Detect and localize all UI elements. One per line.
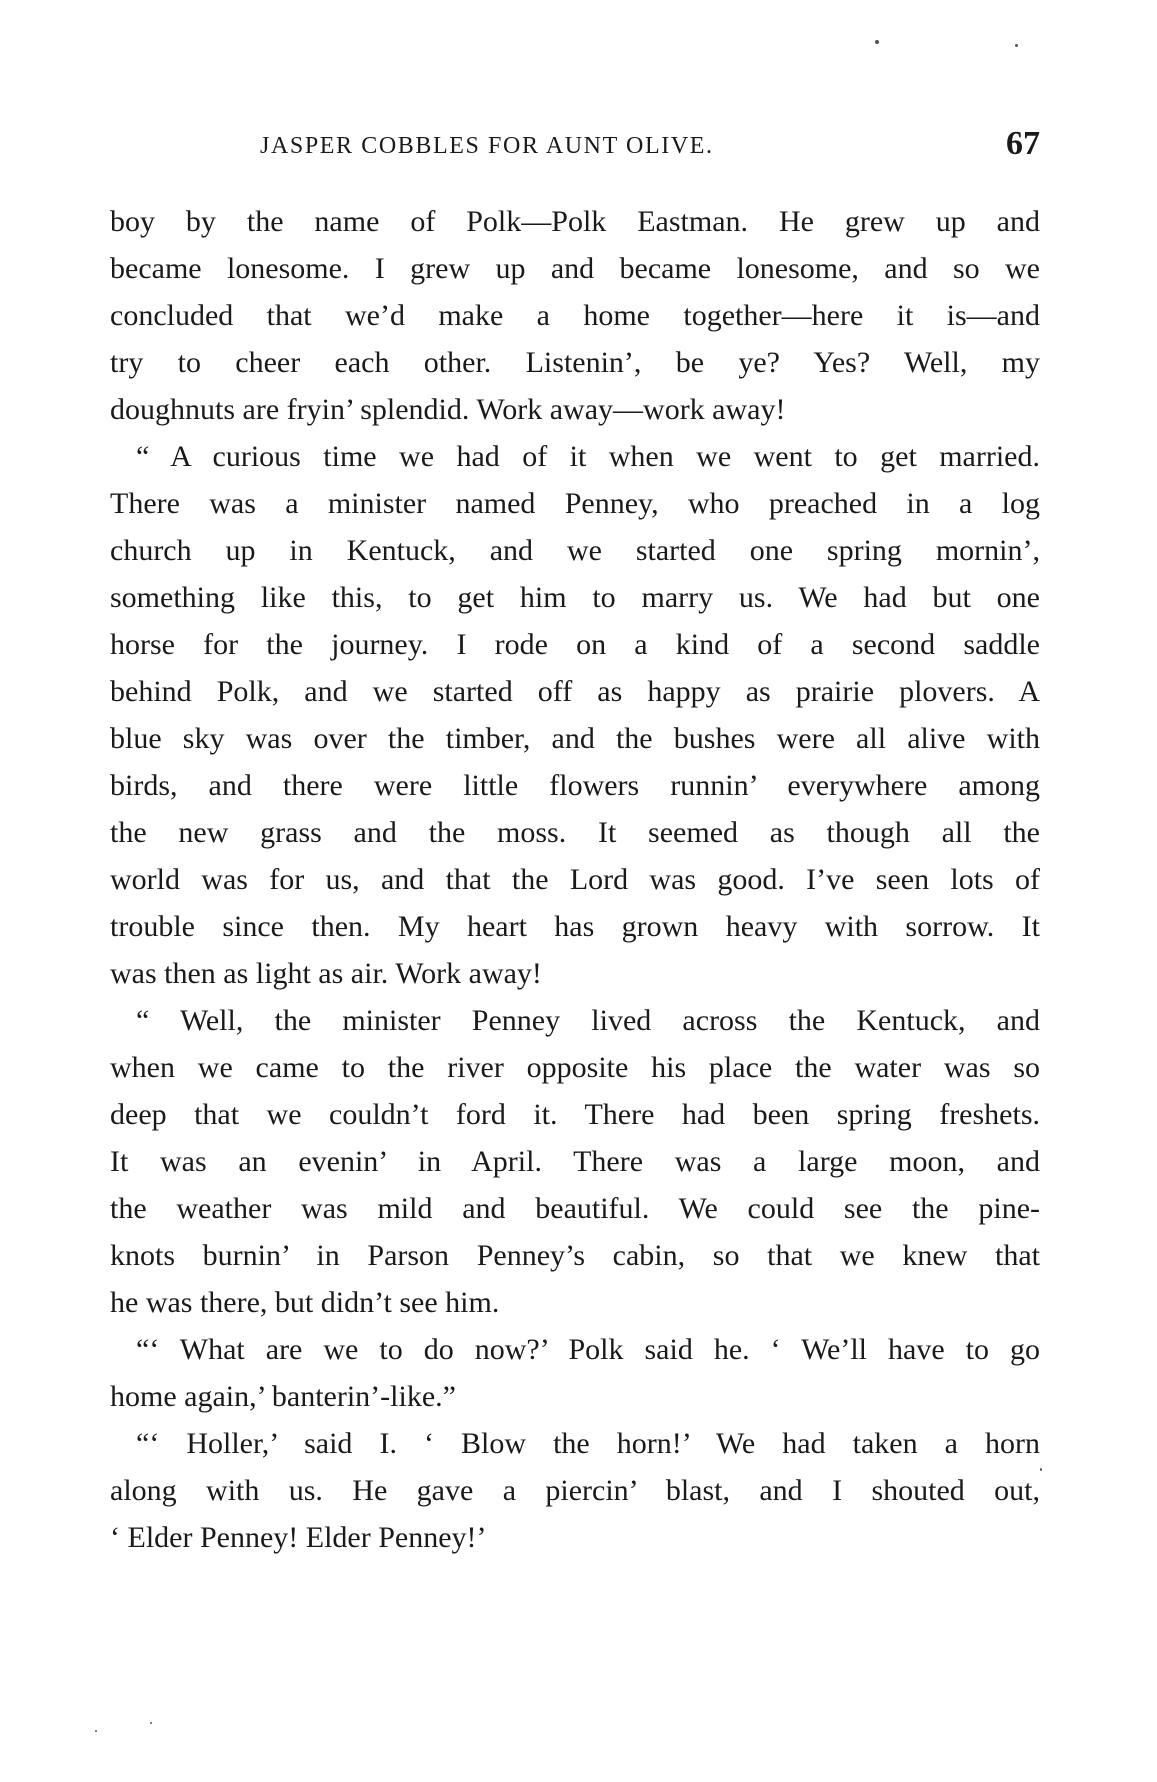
text-line: along with us. He gave a piercin’ blast, and I shouted out, [110, 1474, 1040, 1507]
paragraph [110, 1326, 1040, 1420]
text-line: “ A curious time we had of it when we went to get married. [136, 440, 1040, 473]
text-line: “‘ Holler,’ said I. ‘ Blow the horn!’ We had taken a horn [136, 1427, 1040, 1460]
text-line: birds, and there were little flowers runnin’ everywhere among [110, 769, 1040, 802]
text-line: church up in Kentuck, and we started one spring mornin’, [110, 534, 1040, 567]
text-line: blue sky was over the timber, and the bushes were all alive with [110, 722, 1040, 755]
text-line: ‘ Elder Penney! Elder Penney!’ [110, 1521, 487, 1554]
text-line: knots burnin’ in Parson Penney’s cabin, so that we knew that [110, 1239, 1040, 1272]
text-line: became lonesome. I grew up and became lonesome, and so we [110, 252, 1040, 285]
text-line: the new grass and the moss. It seemed as though all the [110, 816, 1040, 849]
running-head [110, 125, 1040, 175]
text-line: try to cheer each other. Listenin’, be ye? Yes? Well, my [110, 346, 1040, 379]
paper-speck [875, 40, 879, 44]
text-line: deep that we couldn’t ford it. There had been spring freshets. [110, 1098, 1040, 1131]
text-line: It was an evenin’ in April. There was a large moon, and [110, 1145, 1040, 1178]
text-line: trouble since then. My heart has grown heavy with sorrow. It [110, 910, 1040, 943]
running-title: JASPER COBBLES FOR AUNT OLIVE. [260, 133, 714, 159]
text-line: horse for the journey. I rode on a kind of a second saddle [110, 628, 1040, 661]
text-line: “‘ What are we to do now?’ Polk said he. ‘ We’ll have to go [136, 1333, 1040, 1366]
paragraph [110, 198, 1040, 433]
text-line: the weather was mild and beautiful. We could see the pine- [110, 1192, 1040, 1225]
text-line: when we came to the river opposite his place the water was so [110, 1051, 1040, 1084]
text-line: home again,’ banterin’-like.” [110, 1380, 456, 1413]
paper-speck [95, 1730, 97, 1732]
paragraph [110, 997, 1040, 1326]
page-number: 67 [1006, 125, 1040, 162]
paragraph [110, 1420, 1040, 1561]
text-line: world was for us, and that the Lord was good. I’ve seen lots of [110, 863, 1040, 896]
body-text [110, 198, 1040, 1561]
text-line: boy by the name of Polk—Polk Eastman. He grew up and [110, 205, 1040, 238]
text-line: was then as light as air. Work away! [110, 957, 542, 990]
text-line: behind Polk, and we started off as happy as prairie plovers. A [110, 675, 1040, 708]
text-line: doughnuts are fryin’ splendid. Work away—work away! [110, 393, 786, 426]
paragraph [110, 433, 1040, 997]
paper-speck [1015, 44, 1018, 47]
text-line: There was a minister named Penney, who preached in a log [110, 487, 1040, 520]
paper-speck [1040, 1468, 1042, 1471]
text-line: something like this, to get him to marry us. We had but one [110, 581, 1040, 614]
paper-speck [150, 1722, 152, 1724]
text-line: “ Well, the minister Penney lived across the Kentuck, and [136, 1004, 1040, 1037]
text-line: he was there, but didn’t see him. [110, 1286, 500, 1319]
text-line: concluded that we’d make a home together—here it is—and [110, 299, 1040, 332]
